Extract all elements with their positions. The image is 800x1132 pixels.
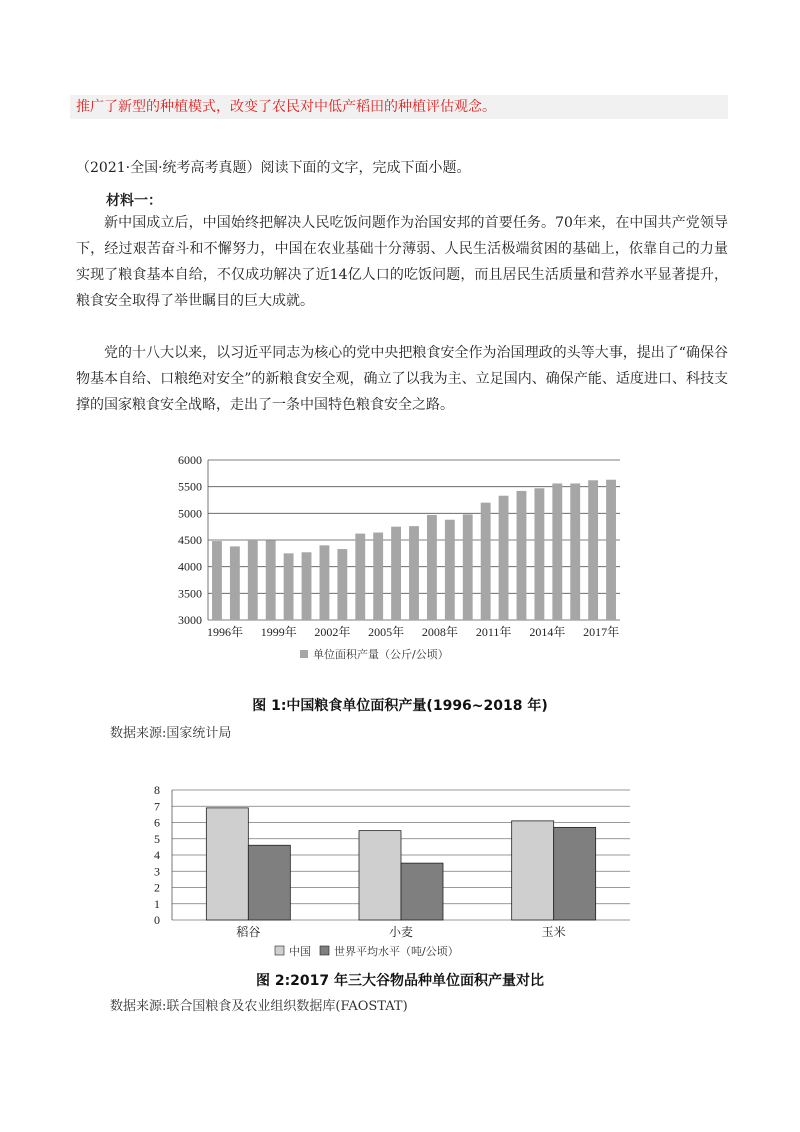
y-tick-label: 5500: [178, 479, 202, 494]
chart-2-cereal-comparison: [0, 770, 800, 995]
x-tick-label: 2014年: [529, 625, 566, 639]
y-tick-label: 5: [154, 831, 160, 846]
bar-2015: [552, 483, 562, 620]
chart-2-source: 数据来源:联合国粮食及农业组织数据库(FAOSTAT): [110, 999, 408, 1014]
y-tick-label: 6: [154, 815, 160, 830]
chart-2-title: 图 2:2017 年三大谷物品种单位面积产量对比: [255, 973, 545, 989]
y-tick-label: 4500: [178, 533, 202, 547]
bar-2018: [606, 480, 616, 620]
x-tick-label: 2011年: [475, 625, 512, 639]
bar-2001: [302, 552, 312, 620]
y-tick-label: 2: [154, 880, 160, 895]
x-tick-label: 2008年: [421, 625, 458, 639]
bar-2009: [445, 520, 455, 620]
bar-1996: [212, 541, 222, 620]
legend-label: 世界平均水平（吨/公顷）: [334, 945, 459, 958]
bar-2017: [588, 480, 598, 620]
bar-2007: [409, 526, 419, 620]
bar-2014: [534, 488, 544, 620]
bar-2006: [391, 527, 401, 620]
y-tick-label: 5000: [178, 506, 202, 521]
x-tick-label: 1996年: [206, 625, 243, 639]
paragraph-1: 新中国成立后，中国始终把解决人民吃饭问题作为治国安邦的首要任务。70年来，在中国共产党领导下，经过艰苦奋斗和不懈努力，中国在农业基础十分薄弱、人民生活极端贫困的基础上，依靠自己的力量实现了粮食基本自给，不仅成功解决了近14亿人口的吃饭问题，而且居民生活质量和营养水平显著提升，粮食安全取得了举世瞩目的巨大成就。: [76, 215, 728, 309]
x-category-label: 小麦: [388, 925, 414, 939]
bar-2012: [499, 496, 509, 620]
y-tick-label: 4: [154, 848, 160, 862]
legend-swatch: [275, 946, 284, 955]
chart-1-title: 图 1:中国粮食单位面积产量(1996~2018 年): [252, 698, 548, 714]
bar-玉米-1: [554, 827, 596, 920]
x-tick-label: 2017年: [583, 625, 620, 639]
bar-1998: [248, 540, 258, 620]
legend-label: 单位面积产量（公斤/公顷）: [313, 648, 449, 661]
legend-label: 中国: [289, 945, 311, 958]
bar-稻谷-1: [248, 845, 290, 920]
bar-2002: [320, 545, 330, 620]
y-tick-label: 6000: [178, 453, 202, 467]
question-source: （2021·全国·统考高考真题）阅读下面的文字，完成下面小题。: [76, 160, 471, 176]
bar-2016: [570, 483, 580, 620]
y-tick-label: 8: [154, 783, 160, 797]
bar-玉米-0: [512, 821, 554, 920]
bar-2008: [427, 515, 437, 620]
chart-1-grain-yield: [0, 440, 800, 720]
y-tick-label: 7: [154, 799, 160, 814]
y-tick-label: 3000: [178, 613, 202, 627]
bar-小麦-0: [359, 831, 401, 920]
bar-2003: [337, 549, 347, 620]
bar-稻谷-0: [206, 808, 248, 920]
bar-1997: [230, 546, 240, 620]
y-tick-label: 1: [154, 896, 160, 911]
legend-swatch: [300, 650, 308, 658]
x-tick-label: 2002年: [314, 625, 351, 639]
bar-2004: [355, 534, 365, 620]
paragraph-2: 党的十八大以来，以习近平同志为核心的党中央把粮食安全作为治国理政的头等大事，提出了“确保谷物基本自给、口粮绝对安全”的新粮食安全观，确立了以我为主、立足国内、确保产能、适度进口、科技支撑的国家粮食安全战略，走出了一条中国特色粮食安全之路。: [76, 345, 728, 413]
legend-swatch: [320, 946, 329, 955]
bar-2010: [463, 514, 473, 620]
y-tick-label: 3500: [178, 586, 202, 601]
y-tick-label: 4000: [178, 559, 202, 574]
y-tick-label: 0: [154, 913, 160, 927]
x-tick-label: 1999年: [260, 625, 297, 639]
material-heading: 材料一：: [106, 193, 162, 209]
x-category-label: 玉米: [541, 925, 566, 939]
chart-1-source: 数据来源:国家统计局: [110, 726, 232, 741]
x-category-label: 稻谷: [236, 925, 261, 939]
y-tick-label: 3: [154, 864, 160, 879]
answer-highlight-text: 推广了新型的种植模式，改变了农民对中低产稻田的种植评估观念。: [70, 95, 728, 119]
x-tick-label: 2005年: [368, 625, 405, 639]
bar-小麦-1: [401, 863, 443, 920]
bar-1999: [266, 541, 276, 620]
bar-2000: [284, 553, 294, 620]
bar-2005: [373, 533, 383, 620]
bar-2013: [517, 491, 527, 620]
bar-2011: [481, 503, 491, 620]
